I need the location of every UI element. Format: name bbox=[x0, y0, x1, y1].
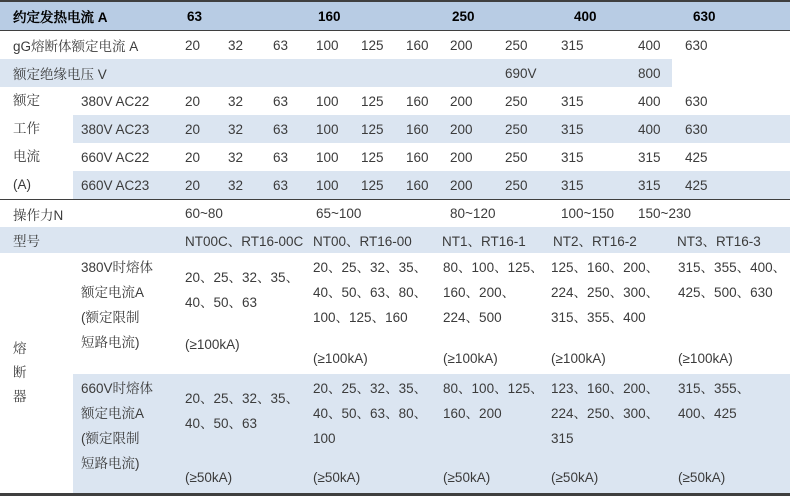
header-group-250: 250 bbox=[437, 1, 548, 31]
value-cell: 160 bbox=[393, 115, 437, 143]
operating-force-label: 操作力N bbox=[0, 200, 172, 228]
short-circuit-rating: (≥100kA) bbox=[443, 351, 498, 366]
fuse-values-line: 100 bbox=[313, 431, 336, 446]
value-cell: NT00、RT16-00 bbox=[303, 227, 437, 253]
working-current-label-line: (A) bbox=[13, 177, 31, 192]
fuse-values-cell bbox=[303, 253, 437, 374]
fuse-values-line: 224、250、300、 bbox=[551, 406, 660, 421]
value-cell: 100 bbox=[316, 37, 339, 53]
value-cell: 250 bbox=[505, 37, 528, 53]
fuse-row-380v bbox=[0, 253, 790, 374]
operating-force-row bbox=[0, 200, 790, 228]
value-cell: NT00C、RT16-00C bbox=[172, 227, 303, 253]
value-cell: 200 bbox=[437, 171, 492, 200]
value-cell: 125 bbox=[361, 93, 384, 109]
fuse-row-label-line: 380V时熔体 bbox=[81, 260, 154, 275]
working-current-label-line: 额定 bbox=[13, 93, 40, 108]
fuse-values-cell bbox=[548, 253, 672, 374]
fuse-values-line: 160、200 bbox=[443, 406, 502, 421]
value-cell: 20 bbox=[172, 171, 215, 200]
fuse-label bbox=[0, 253, 73, 495]
fuse-values-line: 20、25、32、35、 bbox=[185, 391, 300, 406]
empty-cell bbox=[548, 59, 625, 87]
value-cell: 250 bbox=[505, 149, 528, 165]
gg-label: gG熔断体额定电流 A bbox=[13, 39, 139, 54]
value-cell: NT1、RT16-1 bbox=[437, 227, 548, 253]
fuse-values-cell bbox=[672, 374, 790, 495]
fuse-values-line: 315 bbox=[551, 431, 574, 446]
short-circuit-rating: (≥100kA) bbox=[678, 351, 733, 366]
value-cell: 32 bbox=[215, 115, 260, 143]
fuse-values-line: 20、25、32、35、 bbox=[313, 381, 428, 396]
short-circuit-rating: (≥50kA) bbox=[678, 470, 726, 485]
fuse-values-line: 315、355、400 bbox=[551, 310, 646, 325]
value-cell: 100~150 bbox=[548, 200, 625, 228]
short-circuit-rating: (≥50kA) bbox=[443, 470, 491, 485]
value-cell: 125 bbox=[361, 149, 384, 165]
value-cell: 125 bbox=[348, 115, 393, 143]
value-cell: 20 bbox=[185, 149, 201, 165]
value-cell: NT2、RT16-2 bbox=[548, 227, 672, 253]
value-cell: 160 bbox=[406, 149, 429, 165]
value-cell: 160 bbox=[406, 93, 429, 109]
fuse-values-line: 100、125、160 bbox=[313, 310, 408, 325]
short-circuit-rating: (≥50kA) bbox=[185, 470, 233, 485]
fuse-values-cell bbox=[303, 374, 437, 495]
fuse-values-line: 123、160、200、 bbox=[551, 381, 660, 396]
value-cell: 32 bbox=[228, 93, 244, 109]
row-label: 380V AC22 bbox=[81, 93, 150, 109]
row-label: 660V AC22 bbox=[81, 149, 150, 165]
value-cell: 63 bbox=[260, 171, 303, 200]
row-label: 380V AC23 bbox=[73, 115, 172, 143]
header-label: 约定发热电流 A bbox=[0, 1, 172, 31]
working-current-row-660v-ac23 bbox=[0, 171, 790, 200]
value-cell: 630 bbox=[685, 37, 708, 53]
value-cell: 100 bbox=[303, 171, 348, 200]
fuse-values-line: 40、50、63 bbox=[185, 416, 258, 431]
value-cell: 200 bbox=[450, 149, 473, 165]
value-cell: 315 bbox=[561, 149, 584, 165]
fuse-values-line: 80、100、125、 bbox=[443, 381, 544, 396]
value-cell: 250 bbox=[492, 115, 548, 143]
value-cell: 630 bbox=[685, 93, 708, 109]
value-cell: 20 bbox=[185, 93, 201, 109]
fuse-values-line: 160、200、 bbox=[443, 285, 516, 300]
fuse-values-line: 40、50、63、80、 bbox=[313, 406, 428, 421]
empty-cell bbox=[172, 59, 492, 87]
short-circuit-rating: (≥100kA) bbox=[313, 351, 368, 366]
value-cell: NT3、RT16-3 bbox=[672, 227, 790, 253]
value-cell: 315 bbox=[561, 37, 584, 53]
fuse-values-line: 80、100、125、 bbox=[443, 260, 544, 275]
value-cell: 63 bbox=[273, 149, 289, 165]
value-cell: 32 bbox=[215, 171, 260, 200]
fuse-values-line: 40、50、63、80、 bbox=[313, 285, 428, 300]
working-current-label-line: 电流 bbox=[13, 149, 40, 164]
working-current-row-380v-ac23 bbox=[0, 115, 790, 143]
value-cell: 315 bbox=[638, 149, 661, 165]
value-cell: 200 bbox=[437, 115, 492, 143]
fuse-row-label-line: 额定电流A bbox=[81, 285, 145, 300]
header-group-400: 400 bbox=[548, 1, 672, 31]
short-circuit-rating: (≥50kA) bbox=[313, 470, 361, 485]
value-cell: 425 bbox=[685, 149, 708, 165]
value-cell: 315 bbox=[548, 115, 625, 143]
fuse-values-line: 315、355、 bbox=[678, 381, 751, 396]
fuse-values-line: 224、250、300、 bbox=[551, 285, 660, 300]
fuse-row-660v bbox=[0, 374, 790, 495]
header-group-63: 63 bbox=[172, 1, 303, 31]
value-cell: 63 bbox=[260, 115, 303, 143]
fuse-values-line: 20、25、32、35、 bbox=[185, 270, 300, 285]
fuse-values-line: 400、425 bbox=[678, 406, 737, 421]
value-cell: 250 bbox=[492, 171, 548, 200]
fuse-row-label-line: 额定电流A bbox=[81, 406, 145, 421]
short-circuit-rating: (≥100kA) bbox=[551, 351, 606, 366]
value-cell: 65~100 bbox=[303, 200, 437, 228]
fuse-values-line: 40、50、63 bbox=[185, 295, 258, 310]
value-cell: 100 bbox=[316, 93, 339, 109]
fuse-values-line: 315、355、400、 bbox=[678, 260, 787, 275]
value-cell: 100 bbox=[303, 115, 348, 143]
fuse-label-line: 断 bbox=[13, 365, 27, 380]
value-cell: 425 bbox=[672, 171, 790, 200]
value-cell: 800 bbox=[625, 59, 672, 87]
value-cell: 690V bbox=[492, 59, 548, 87]
fuse-row-label-line: 短路电流) bbox=[81, 456, 140, 471]
fuse-row-label-line: (额定限制 bbox=[81, 431, 140, 446]
fuse-values-cell bbox=[437, 374, 548, 495]
fuse-values-cell bbox=[172, 253, 303, 374]
fuse-values-cell bbox=[172, 374, 303, 495]
fuse-values-line: 425、500、630 bbox=[678, 285, 773, 300]
working-current-row-380v-ac22 bbox=[0, 87, 790, 115]
fuse-label-line: 熔 bbox=[13, 341, 27, 356]
model-row bbox=[0, 227, 790, 253]
value-cell: 150~230 bbox=[625, 200, 790, 228]
fuse-row-label bbox=[73, 253, 172, 374]
insulation-row bbox=[0, 59, 790, 87]
value-cell: 80~120 bbox=[437, 200, 548, 228]
value-cell: 315 bbox=[625, 171, 672, 200]
fuse-values-line: 125、160、200、 bbox=[551, 260, 660, 275]
value-cell: 20 bbox=[185, 37, 201, 53]
insulation-label: 额定绝缘电压 V bbox=[0, 59, 172, 87]
model-label: 型号 bbox=[0, 227, 172, 253]
gg-current-row bbox=[0, 31, 790, 60]
fuse-values-cell bbox=[548, 374, 672, 495]
value-cell: 100 bbox=[316, 149, 339, 165]
value-cell: 400 bbox=[638, 37, 661, 53]
value-cell: 32 bbox=[228, 37, 244, 53]
value-cell: 125 bbox=[361, 37, 384, 53]
header-group-160: 160 bbox=[303, 1, 437, 31]
short-circuit-rating: (≥50kA) bbox=[551, 470, 599, 485]
value-cell: 315 bbox=[561, 93, 584, 109]
working-current-label bbox=[0, 87, 73, 200]
fuse-row-label bbox=[73, 374, 172, 495]
fuse-row-label-line: 短路电流) bbox=[81, 335, 140, 350]
fuse-row-label-line: (额定限制 bbox=[81, 310, 140, 325]
value-cell: 63 bbox=[273, 37, 289, 53]
value-cell: 63 bbox=[273, 93, 289, 109]
fuse-values-line: 224、500 bbox=[443, 310, 502, 325]
short-circuit-rating: (≥100kA) bbox=[185, 337, 240, 352]
value-cell: 400 bbox=[625, 115, 672, 143]
value-cell: 400 bbox=[638, 93, 661, 109]
working-current-row-660v-ac22 bbox=[0, 143, 790, 171]
value-cell: 200 bbox=[450, 37, 473, 53]
value-cell: 315 bbox=[548, 171, 625, 200]
value-cell: 200 bbox=[450, 93, 473, 109]
value-cell: 160 bbox=[406, 37, 429, 53]
header-group-630: 630 bbox=[672, 1, 790, 31]
value-cell: 32 bbox=[228, 149, 244, 165]
fuse-values-cell bbox=[437, 253, 548, 374]
value-cell: 60~80 bbox=[172, 200, 303, 228]
header-row bbox=[0, 1, 790, 31]
row-label: 660V AC23 bbox=[73, 171, 172, 200]
fuse-label-line: 器 bbox=[13, 389, 27, 404]
fuse-values-cell bbox=[672, 253, 790, 374]
value-cell: 20 bbox=[172, 115, 215, 143]
fuse-row-label-line: 660V时熔体 bbox=[81, 381, 154, 396]
value-cell: 125 bbox=[348, 171, 393, 200]
value-cell: 250 bbox=[505, 93, 528, 109]
working-current-label-line: 工作 bbox=[13, 121, 40, 136]
value-cell: 630 bbox=[672, 115, 790, 143]
value-cell: 160 bbox=[393, 171, 437, 200]
fuse-values-line: 20、25、32、35、 bbox=[313, 260, 428, 275]
